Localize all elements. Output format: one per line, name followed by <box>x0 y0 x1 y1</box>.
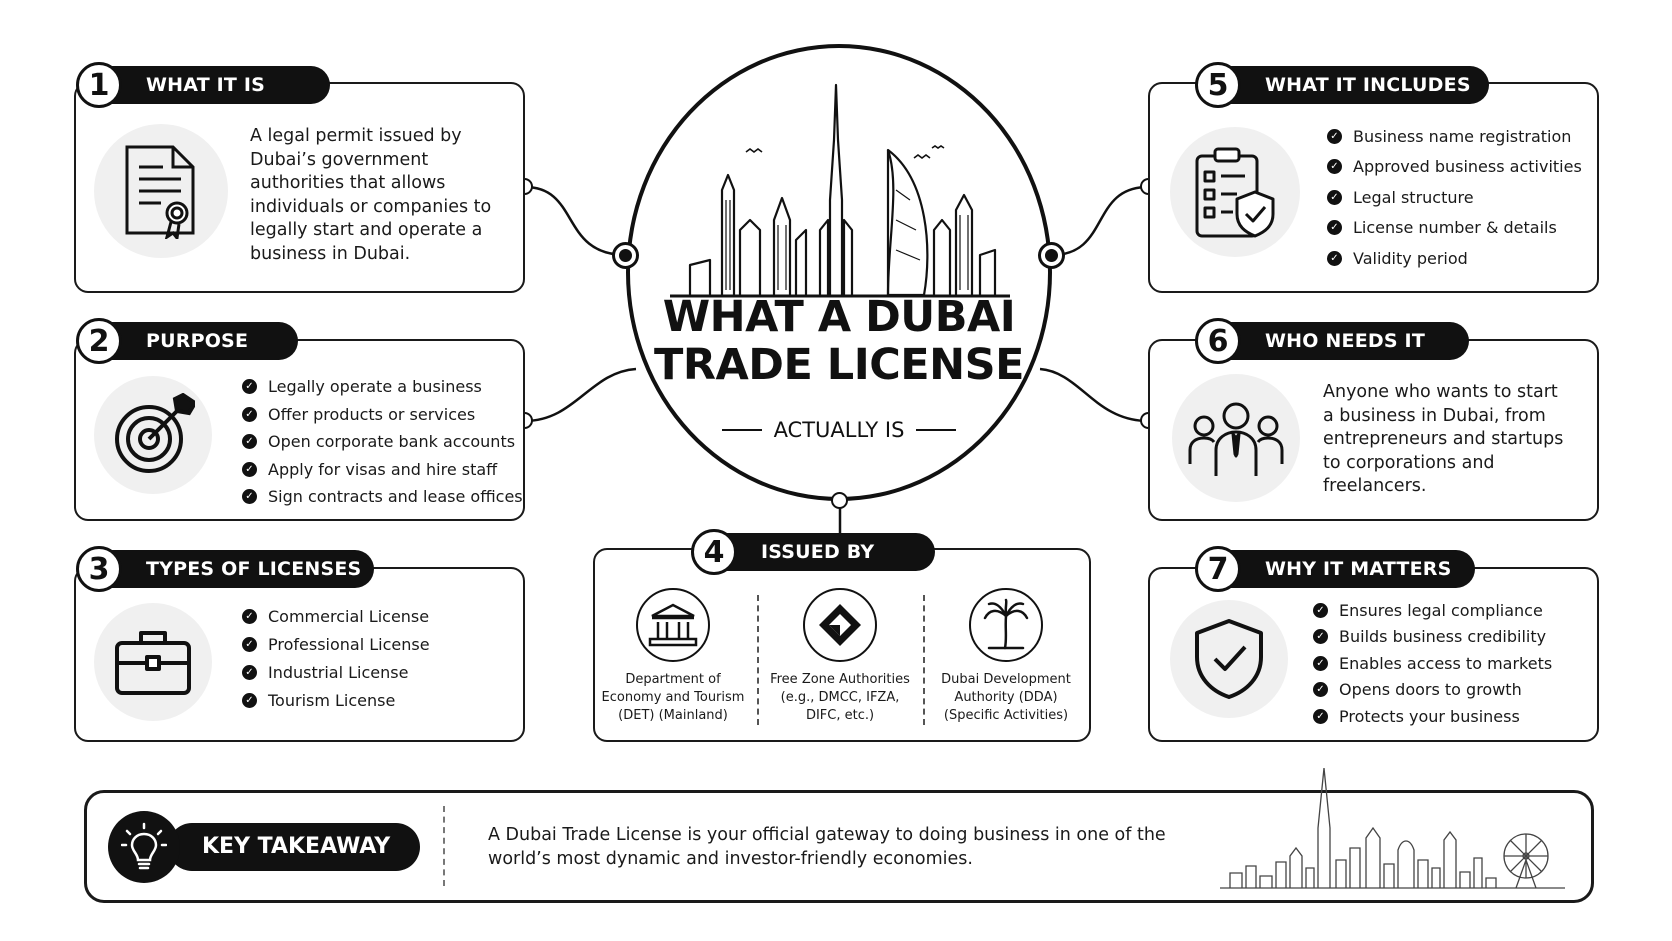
diamond-logo-icon <box>803 588 877 662</box>
list-item: ✓ Commercial License <box>242 602 430 630</box>
badge-types <box>80 550 374 588</box>
issuer-divider <box>923 595 925 725</box>
takeaway-label: KEY TAKEAWAY <box>168 823 420 871</box>
list-item: ✓ Approved business activities <box>1327 152 1582 183</box>
takeaway-badge <box>108 812 408 882</box>
connector-dot-4 <box>831 492 848 509</box>
people-group-icon <box>1172 374 1300 502</box>
issuer-det: Department of Economy and Tourism (DET) (Mainland) <box>601 672 745 723</box>
check-icon: ✓ <box>1327 159 1342 174</box>
check-icon: ✓ <box>242 379 257 394</box>
list-item: ✓ Protects your business <box>1313 703 1552 730</box>
circle-anchor-left <box>612 242 639 269</box>
badge-issued-by <box>695 533 935 571</box>
check-icon: ✓ <box>1327 129 1342 144</box>
badge-who-needs <box>1199 322 1469 360</box>
badge-title: WHY IT MATTERS <box>1265 558 1452 580</box>
target-icon <box>94 376 212 494</box>
badge-number: 1 <box>76 62 122 108</box>
badge-number: 6 <box>1195 318 1241 364</box>
list-item: ✓ Legally operate a business <box>242 373 523 401</box>
list-item: ✓ Validity period <box>1327 243 1582 274</box>
check-icon: ✓ <box>242 637 257 652</box>
badge-title: WHO NEEDS IT <box>1265 330 1425 352</box>
issuer-dda: Dubai Development Authority (DDA) (Specific Activities) <box>941 672 1071 723</box>
circle-anchor-right <box>1038 242 1065 269</box>
check-icon: ✓ <box>242 434 257 449</box>
list-item: ✓ License number & details <box>1327 213 1582 244</box>
badge-number: 4 <box>691 529 737 575</box>
check-icon: ✓ <box>1313 682 1328 697</box>
briefcase-icon <box>94 603 212 721</box>
list-item: ✓ Apply for visas and hire staff <box>242 456 523 484</box>
types-list <box>242 602 430 714</box>
check-icon: ✓ <box>242 665 257 680</box>
check-icon: ✓ <box>1327 220 1342 235</box>
check-icon: ✓ <box>1313 603 1328 618</box>
check-icon: ✓ <box>242 609 257 624</box>
list-item: ✓ Industrial License <box>242 658 430 686</box>
list-item: ✓ Opens doors to growth <box>1313 677 1552 704</box>
list-item: ✓ Professional License <box>242 630 430 658</box>
list-item: ✓ Sign contracts and lease offices <box>242 483 523 511</box>
center-title-line2: TRADE LICENSE <box>654 340 1024 390</box>
center-title-line1: WHAT A DUBAI <box>662 292 1016 342</box>
badge-what-it-is <box>80 66 330 104</box>
check-icon: ✓ <box>242 462 257 477</box>
badge-title: ISSUED BY <box>761 541 875 563</box>
palm-tree-icon <box>969 588 1043 662</box>
issuer-free-zone: Free Zone Authorities (e.g., DMCC, IFZA, DIFC, etc.) <box>770 672 910 723</box>
takeaway-divider <box>443 806 445 886</box>
center-subtitle-row <box>626 418 1052 442</box>
badge-number: 2 <box>76 318 122 364</box>
list-item: ✓ Enables access to markets <box>1313 650 1552 677</box>
list-item: ✓ Business name registration <box>1327 121 1582 152</box>
subtitle-rule-right <box>916 429 956 431</box>
list-item: ✓ Builds business credibility <box>1313 624 1552 651</box>
badge-title: TYPES OF LICENSES <box>146 558 362 580</box>
check-icon: ✓ <box>1327 190 1342 205</box>
center-subtitle: ACTUALLY IS <box>773 418 905 442</box>
list-item: ✓ Tourism License <box>242 686 430 714</box>
subtitle-rule-left <box>722 429 762 431</box>
issuer-divider <box>757 595 759 725</box>
check-icon: ✓ <box>242 693 257 708</box>
certificate-icon <box>94 124 228 258</box>
badge-why-matters <box>1199 550 1475 588</box>
lightbulb-icon <box>108 811 180 883</box>
skyline-icon <box>1220 768 1565 890</box>
checklist-shield-icon <box>1170 127 1300 257</box>
check-icon: ✓ <box>1313 709 1328 724</box>
badge-purpose <box>80 322 298 360</box>
dubai-skyline-icon <box>670 80 1010 300</box>
badge-number: 7 <box>1195 546 1241 592</box>
badge-title: WHAT IT INCLUDES <box>1265 74 1471 96</box>
takeaway-text: A Dubai Trade License is your official gateway to doing business in one of the world’s most dynamic and investor-friendly economies. <box>488 825 1166 869</box>
why-matters-list <box>1313 597 1552 730</box>
check-icon: ✓ <box>1313 629 1328 644</box>
check-icon: ✓ <box>242 489 257 504</box>
badge-title: WHAT IT IS <box>146 74 266 96</box>
list-item: ✓ Open corporate bank accounts <box>242 428 523 456</box>
government-building-icon <box>636 588 710 662</box>
check-icon: ✓ <box>1313 656 1328 671</box>
what-it-is-text: A legal permit issued by Dubai’s government authorities that allows individuals or companies to legally start and operate a business in Dubai. <box>250 126 492 264</box>
who-needs-text: Anyone who wants to start a business in Dubai, from entrepreneurs and startups to corporations and freelancers. <box>1323 382 1564 496</box>
list-item: ✓ Legal structure <box>1327 182 1582 213</box>
shield-check-icon <box>1170 600 1288 718</box>
list-item: ✓ Ensures legal compliance <box>1313 597 1552 624</box>
purpose-list <box>242 373 523 511</box>
badge-title: PURPOSE <box>146 330 249 352</box>
includes-list <box>1327 121 1582 274</box>
check-icon: ✓ <box>1327 251 1342 266</box>
badge-number: 5 <box>1195 62 1241 108</box>
check-icon: ✓ <box>242 407 257 422</box>
badge-includes <box>1199 66 1489 104</box>
list-item: ✓ Offer products or services <box>242 401 523 429</box>
badge-number: 3 <box>76 546 122 592</box>
